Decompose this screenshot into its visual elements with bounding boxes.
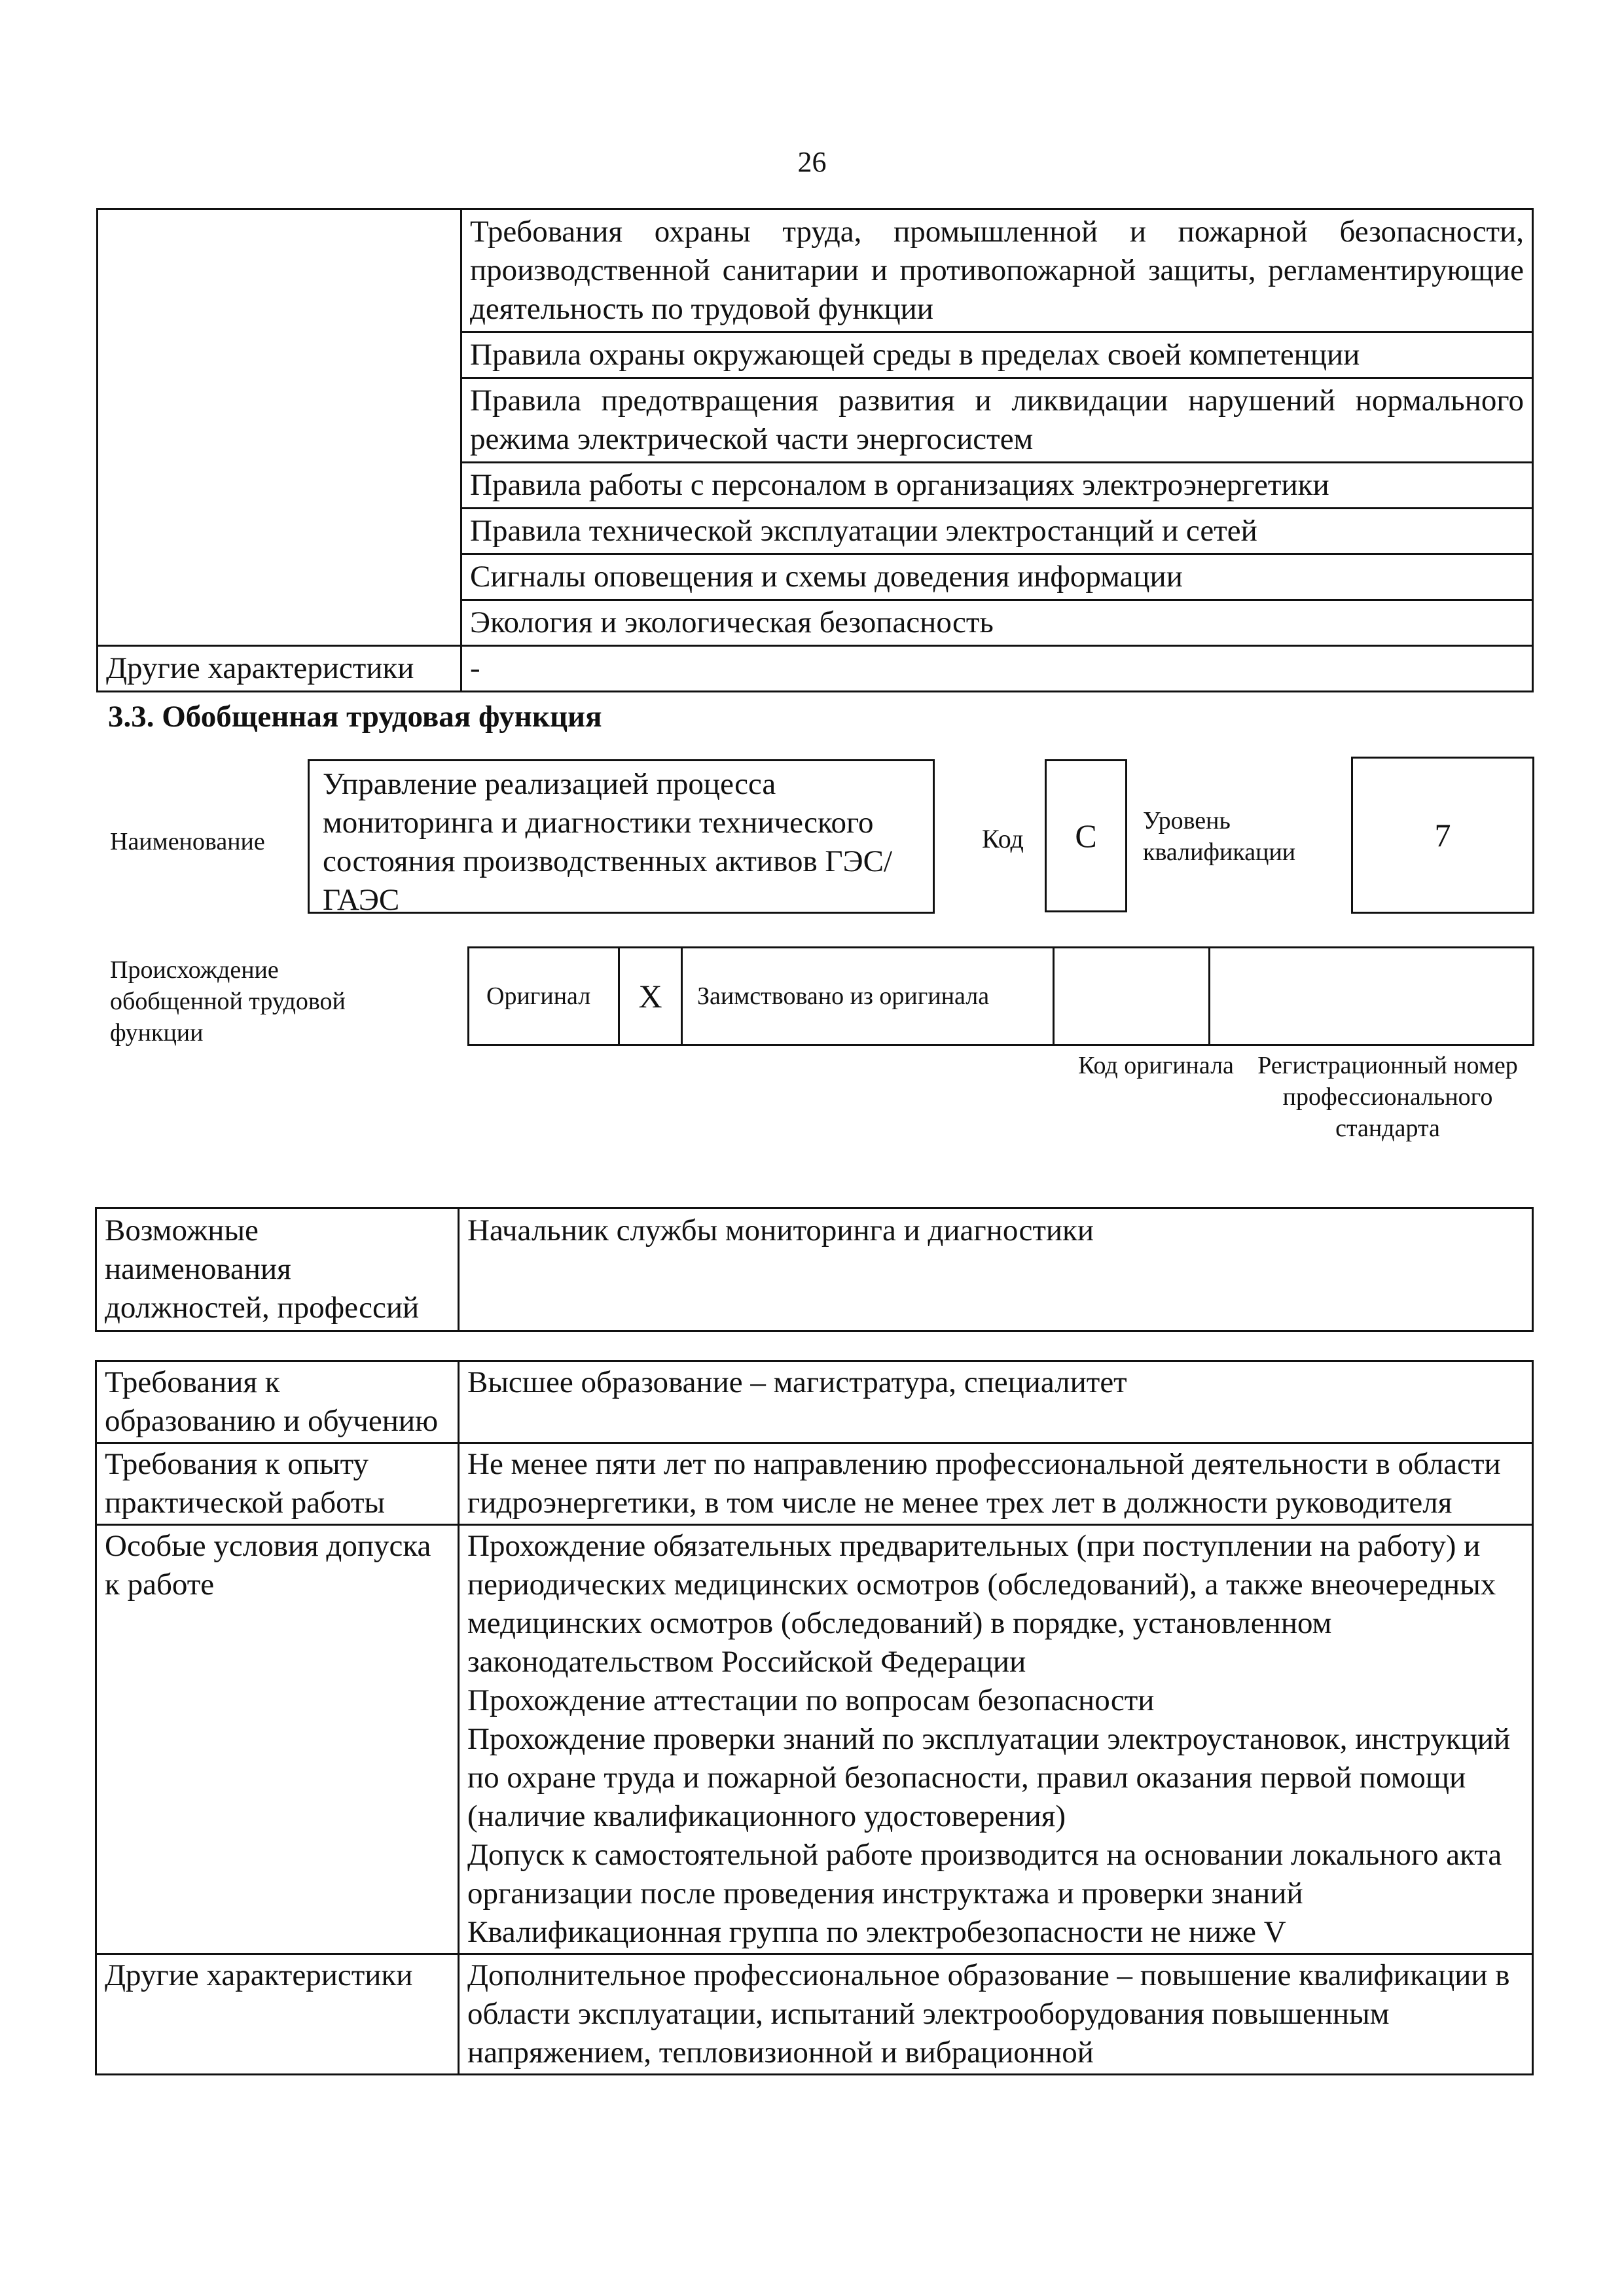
origin-table	[467, 946, 1534, 1046]
section-title: 3.3. Обобщенная трудовая функция	[108, 700, 602, 734]
code-label: Код	[982, 824, 1024, 853]
knowledge-item: Правила охраны окружающей среды в пределах своей компетенции	[461, 332, 1533, 378]
borrowed-label: Заимствовано из оригинала	[683, 948, 1055, 1044]
other-characteristics-value: Дополнительное профессиональное образование – повышение квалификации в области эксплуатации, испытаний электрооборудования повышенным напряжением, тепловизионной и вибрационной	[459, 1954, 1533, 2075]
qualification-level-label: Уровень квалификации	[1143, 807, 1296, 866]
education-label: Требования к образованию и обучению	[96, 1361, 459, 1443]
registration-number-caption: Регистрационный номер профессионального стандарта	[1257, 1052, 1518, 1142]
admission-conditions-value	[459, 1525, 1533, 1954]
other-characteristics-label: Другие характеристики	[96, 1954, 459, 2075]
knowledge-table	[96, 208, 1534, 692]
knowledge-item: Правила предотвращения развития и ликвидации нарушений нормального режима электрической части энергосистем	[461, 378, 1533, 463]
positions-table	[95, 1207, 1534, 1332]
original-code-caption: Код оригинала	[1078, 1052, 1234, 1079]
admission-conditions-label: Особые условия допуска к работе	[96, 1525, 459, 1954]
empty-label-cell	[98, 209, 461, 646]
original-code-cell	[1055, 948, 1210, 1044]
requirements-table	[95, 1360, 1534, 2075]
knowledge-item: Требования охраны труда, промышленной и пожарной безопасности, производственной санитарии и противопожарной защиты, регламентирующие деятельность по трудовой функции	[461, 209, 1533, 332]
positions-value: Начальник службы мониторинга и диагностики	[459, 1208, 1533, 1331]
condition-item: Допуск к самостоятельной работе производится на основании локального акта организации после проведения инструктажа и проверки знаний	[467, 1838, 1502, 1910]
experience-value: Не менее пяти лет по направлению профессиональной деятельности в области гидроэнергетики, в том числе не менее трех лет в должности руководителя	[459, 1443, 1533, 1525]
registration-number-cell	[1210, 948, 1532, 1044]
experience-label: Требования к опыту практической работы	[96, 1443, 459, 1525]
name-value-box: Управление реализацией процесса мониторинга и диагностики технического состояния производственных активов ГЭС/ГАЭС	[308, 759, 935, 914]
condition-item: Прохождение аттестации по вопросам безопасности	[467, 1683, 1155, 1717]
knowledge-item: Правила работы с персоналом в организациях электроэнергетики	[461, 463, 1533, 509]
education-value: Высшее образование – магистратура, специалитет	[459, 1361, 1533, 1443]
condition-item: Квалификационная группа по электробезопасности не ниже V	[467, 1915, 1286, 1949]
original-label: Оригинал	[469, 948, 620, 1044]
name-label: Наименование	[110, 828, 265, 855]
condition-item: Прохождение обязательных предварительных (при поступлении на работу) и периодических медицинских осмотров (обследований), а также внеочередных медицинских осмотров (обследований) в порядке, установленном законодательством Российской Федерации	[467, 1529, 1496, 1679]
condition-item: Прохождение проверки знаний по эксплуатации электроустановок, инструкций по охране труда и пожарной безопасности, правил оказания первой помощи (наличие квалификационного удостоверения)	[467, 1722, 1511, 1833]
page-number: 26	[797, 146, 827, 178]
knowledge-item: Сигналы оповещения и схемы доведения информации	[461, 554, 1533, 600]
origin-label: Происхождение обобщенной трудовой функции	[110, 956, 346, 1047]
positions-label: Возможные наименования должностей, профессий	[96, 1208, 459, 1331]
other-characteristics-label: Другие характеристики	[98, 646, 461, 692]
code-value-box: C	[1045, 759, 1127, 912]
knowledge-item: Правила технической эксплуатации электростанций и сетей	[461, 509, 1533, 554]
knowledge-item: Экология и экологическая безопасность	[461, 600, 1533, 646]
original-mark: X	[620, 948, 683, 1044]
other-characteristics-value: -	[461, 646, 1533, 692]
qualification-level-box: 7	[1351, 757, 1534, 914]
